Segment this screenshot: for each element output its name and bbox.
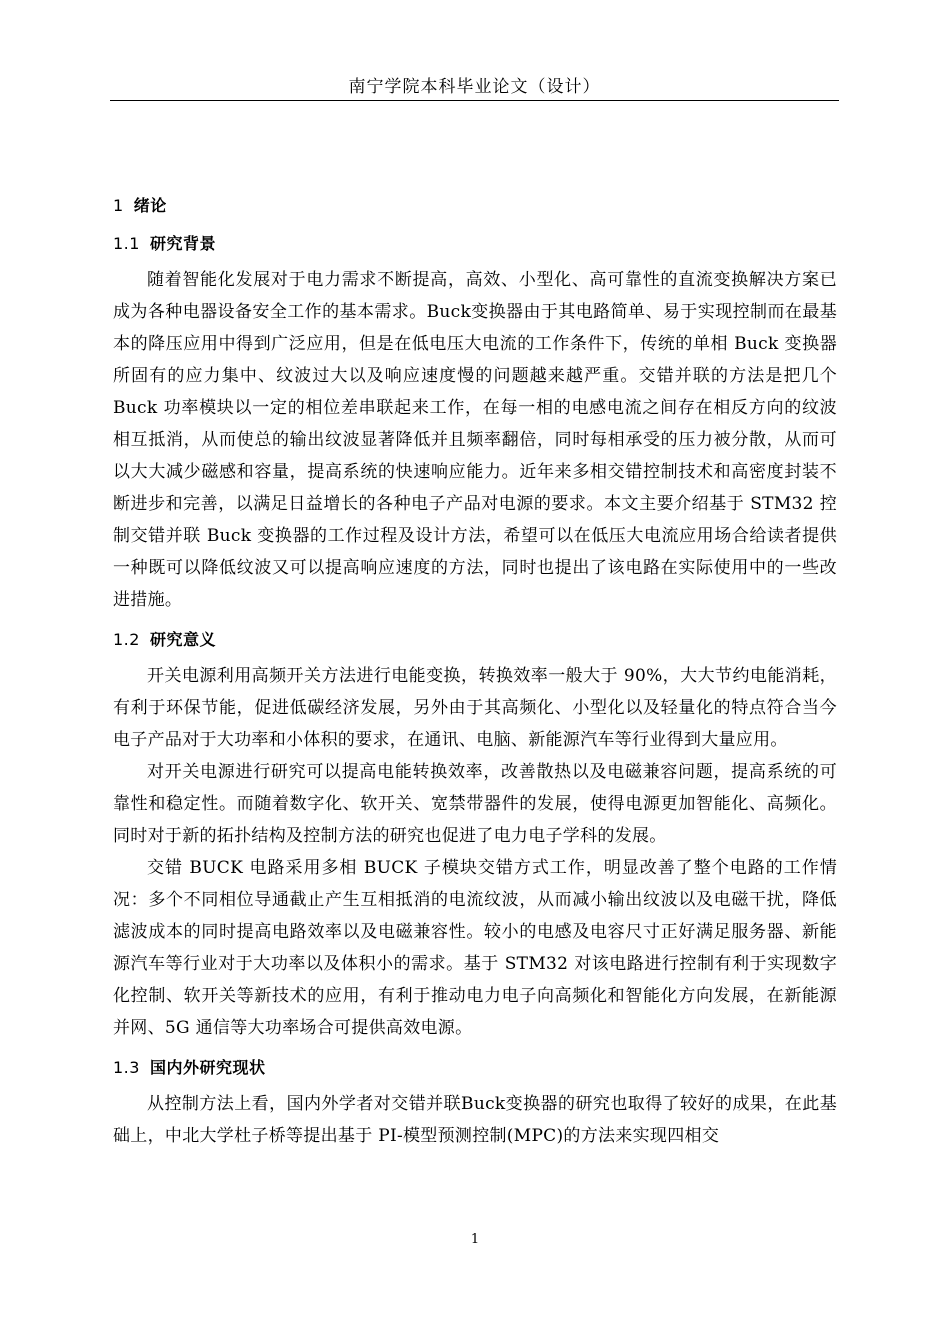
section-heading-1-3 [113, 1058, 837, 1078]
body-text [113, 190, 837, 1152]
chapter-number: 1 [113, 196, 124, 215]
paragraph-significance-1: 开关电源利用高频开关方法进行电能变换，转换效率一般大于 90%，大大节约电能消耗，有利于环保节能，促进低碳经济发展，另外由于其高频化、小型化以及轻量化的特点符合当今电子产品对于大功率和小体积的要求，在通讯、电脑、新能源汽车等行业得到大量应用。 [113, 666, 837, 750]
page-number: 1 [470, 1232, 480, 1247]
paragraph-significance-2: 对开关电源进行研究可以提高电能转换效率，改善散热以及电磁兼容问题，提高系统的可靠性和稳定性。而随着数字化、软开关、宽禁带器件的发展，使得电源更加智能化、高频化。同时对于新的拓扑结构及控制方法的研究也促进了电力电子学科的发展。 [113, 762, 837, 846]
section-title: 研究意义 [149, 630, 216, 649]
chapter-title: 绪论 [133, 196, 167, 215]
section-number: 1.2 [113, 630, 140, 649]
section-title: 国内外研究现状 [149, 1058, 266, 1077]
paragraph-research-background: 随着智能化发展对于电力需求不断提高，高效、小型化、高可靠性的直流变换解决方案已成为各种电器设备安全工作的基本需求。Buck变换器由于其电路简单、易于实现控制而在最基本的降压应用中得到广泛应用，但是在低电压大电流的工作条件下，传统的单相 Buck 变换器所固有的应力集中、纹波过大以及响应速度慢的问题越来越严重。交错并联的方法是把几个 Buck 功率模块以一定的相位差串联起来工作，在每一相的电感电流之间存在相反方向的纹波相互抵消，从而使总的输出纹波显著降低并且频率翻倍，同时每相承受的压力被分散，从而可以大大减少磁感和容量，提高系统的快速响应能力。近年来多相交错控制技术和高密度封装不断进步和完善，以满足日益增长的各种电子产品对电源的要求。本文主要介绍基于 STM32 控制交错并联 Buck 变换器的工作过程及设计方法，希望可以在低压大电流应用场合给读者提供一种既可以降低纹波又可以提高响应速度的方法，同时也提出了该电路在实际使用中的一些改进措施。 [113, 270, 837, 610]
section-title: 研究背景 [149, 234, 216, 253]
header-rule [110, 100, 839, 101]
section-number: 1.3 [113, 1058, 140, 1077]
chapter-heading [113, 196, 837, 216]
section-number: 1.1 [113, 234, 140, 253]
paragraph-significance-3: 交错 BUCK 电路采用多相 BUCK 子模块交错方式工作，明显改善了整个电路的工作情况：多个不同相位导通截止产生互相抵消的电流纹波，从而减小输出纹波以及电磁干扰，降低滤波成本的同时提高电路效率以及电磁兼容性。较小的电感及电容尺寸正好满足服务器、新能源汽车等行业对于大功率以及体积小的需求。基于 STM32 对该电路进行控制有利于实现数字化控制、软开关等新技术的应用，有利于推动电力电子向高频化和智能化方向发展，在新能源并网、5G 通信等大功率场合可提供高效电源。 [113, 858, 837, 1038]
page-header: 南宁学院本科毕业论文（设计） [348, 77, 601, 97]
section-heading-1-2 [113, 630, 837, 650]
paragraph-research-status: 从控制方法上看，国内外学者对交错并联Buck变换器的研究也取得了较好的成果，在此基础上，中北大学杜子桥等提出基于 PI-模型预测控制(MPC)的方法来实现四相交 [113, 1094, 837, 1146]
section-heading-1-1 [113, 234, 837, 254]
